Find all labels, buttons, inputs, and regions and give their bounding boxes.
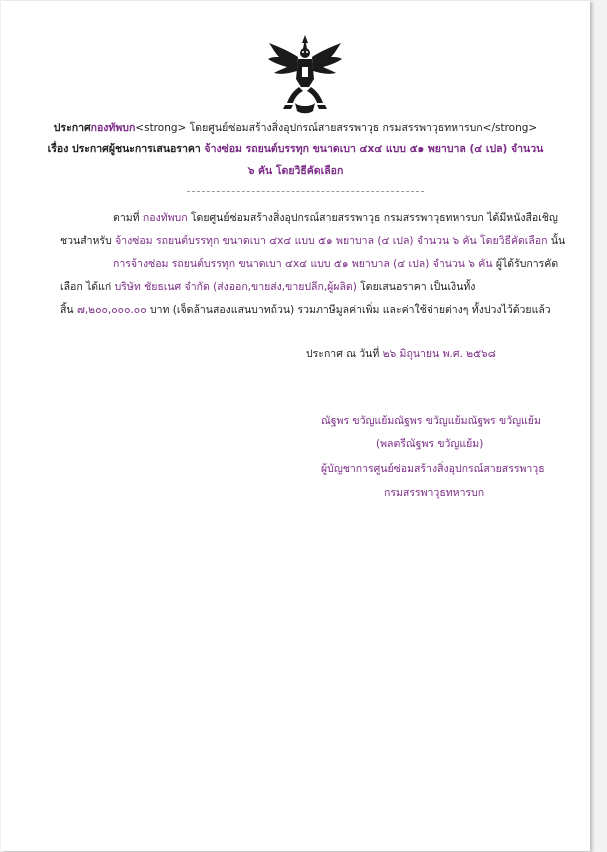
body-text: โดยศูนย์ซ่อมสร้างสิ่งอุปกรณ์สายสรรพาวุธ กรมสรรพาวุธทหารบก ได้มีหนังสือเชิญ: [190, 212, 558, 224]
body-text: บาท (เจ็ดล้านสองแสนบาทถ้วน) รวมภาษีมูลค่าเพิ่ม และค่าใช้จ่ายต่างๆ ทั้งปวงไว้ด้วยแล้ว: [149, 304, 551, 316]
body-amount: ๗,๒๐๐,๐๐๐.๐๐: [76, 304, 147, 316]
body-line-2: [60, 234, 565, 248]
separator-line: [187, 191, 424, 192]
body-text: ชวนสำหรับ: [60, 235, 112, 247]
body-line-5: [60, 303, 551, 317]
header-org: กองทัพบก: [90, 122, 136, 134]
body-vendor: บริษัท ชัยธเนศ จำกัด (ส่งออก,ขายส่ง,ขายปลีก,ผู้ผลิต): [114, 281, 357, 293]
subject-title-line2: ๖ คัน โดยวิธีคัดเลือก: [247, 165, 344, 177]
announcement-date: [306, 347, 496, 361]
document-page: [1, 1, 590, 851]
body-text: โดยเสนอราคา เป็นเงินทั้ง: [360, 281, 476, 293]
body-project: การจ้างซ่อม รถยนต์บรรทุก ขนาดเบา ๔x๔ แบบ ๕๑ พยาบาล (๔ เปล) จำนวน ๖ คัน: [113, 258, 493, 270]
signature-rank-name: (พลตรีณัฐพร ขวัญแย้ม): [376, 438, 484, 450]
garuda-emblem-icon: [264, 33, 346, 115]
signature-position: ผู้บัญชาการศูนย์ซ่อมสร้างสิ่งอุปกรณ์สายสรรพาวุธ: [321, 463, 545, 475]
body-line-4: [60, 280, 475, 294]
date-value: ๒๖ มิถุนายน พ.ศ. ๒๕๖๘: [382, 348, 496, 360]
body-project: จ้างซ่อม รถยนต์บรรทุก ขนาดเบา ๔x๔ แบบ ๕๑ พยาบาล (๔ เปล) จำนวน ๖ คัน โดยวิธีคัดเลือก: [115, 235, 548, 247]
signature-department: กรมสรรพาวุธทหารบก: [384, 487, 485, 499]
body-text: สิ้น: [60, 304, 74, 316]
header-line: [1, 121, 590, 135]
signature-name: ณัฐพร ขวัญแย้มณัฐพร ขวัญแย้มณัฐพร ขวัญแย้ม: [321, 415, 541, 427]
body-line-1: [113, 211, 558, 225]
body-text: เลือก ได้แก่: [60, 281, 112, 293]
body-text: นั้น: [550, 235, 566, 247]
header-prefix: ประกาศ: [53, 122, 91, 134]
body-org: กองทัพบก: [142, 212, 188, 224]
subject-prefix: เรื่อง ประกาศผู้ชนะการเสนอราคา: [47, 143, 201, 155]
body-text: ตามที่: [113, 212, 140, 224]
body-text: ผู้ได้รับการคัด: [495, 258, 559, 270]
subject-line: [1, 142, 590, 156]
subject-title-line1: จ้างซ่อม รถยนต์บรรทุก ขนาดเบา ๔x๔ แบบ ๕๑ พยาบาล (๔ เปล) จำนวน: [204, 143, 544, 155]
date-prefix: ประกาศ ณ วันที่: [306, 348, 380, 360]
body-line-3: [113, 257, 558, 271]
header-raw-text: <strong> โดยศูนย์ซ่อมสร้างสิ่งอุปกรณ์สายสรรพาวุธ กรมสรรพาวุธทหารบก</strong>: [135, 122, 538, 134]
